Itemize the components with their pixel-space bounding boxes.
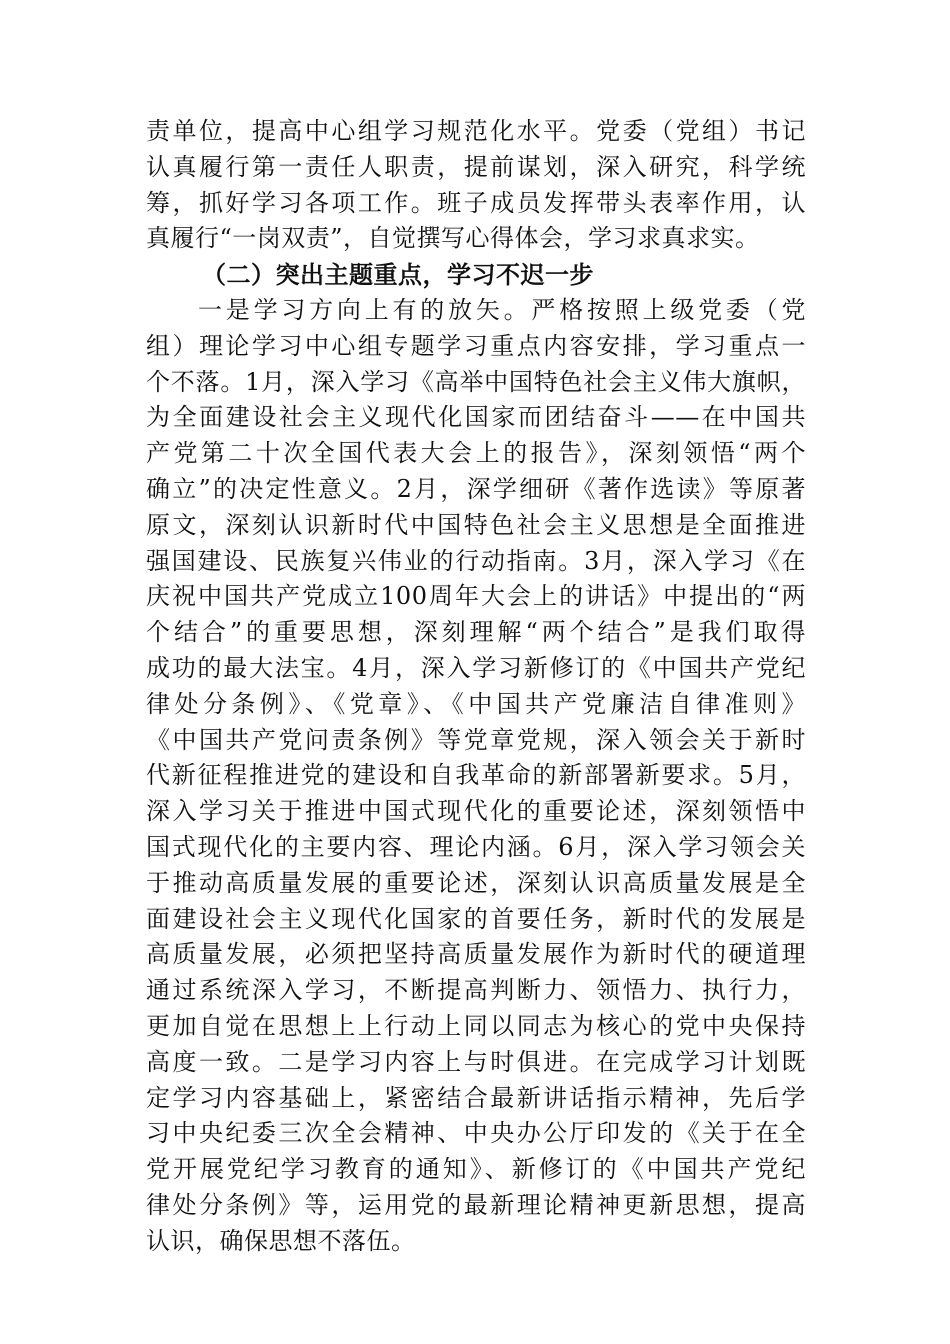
text-line: 庆祝中国共产党成立100周年大会上的讲话》中提出的“两 bbox=[146, 582, 806, 611]
text-line: 真履行“一岗双责”，自觉撰写心得体会，学习求真求实。 bbox=[146, 224, 760, 253]
text-line: 律处分条例》等，运用党的最新理论精神更新思想，提高 bbox=[146, 1190, 806, 1219]
text-line: 组）理论学习中心组专题学习重点内容安排，学习重点一 bbox=[146, 331, 806, 360]
text-line: 原文，深刻认识新时代中国特色社会主义思想是全面推进 bbox=[146, 510, 806, 539]
text-line: 强国建设、民族复兴伟业的行动指南。3月，深入学习《在 bbox=[146, 546, 806, 575]
text-line: 认真履行第一责任人职责，提前谋划，深入研究，科学统 bbox=[146, 152, 806, 181]
section-heading: （二）突出主题重点，学习不迟一步 bbox=[202, 260, 594, 290]
text-line: 更加自觉在思想上上行动上同以同志为核心的党中央保持 bbox=[146, 1011, 806, 1040]
text-line: 筹，抓好学习各项工作。班子成员发挥带头表率作用，认 bbox=[146, 188, 806, 217]
text-line: 产党第二十次全国代表大会上的报告》，深刻领悟“两个 bbox=[146, 439, 806, 468]
text-line: 国式现代化的主要内容、理论内涵。6月，深入学习领会关 bbox=[146, 832, 806, 861]
text-line: 《中国共产党问责条例》等党章党规，深入领会关于新时 bbox=[146, 725, 806, 754]
text-line: 党开展党纪学习教育的通知》、新修订的《中国共产党纪 bbox=[146, 1155, 806, 1184]
text-line: 认识，确保思想不落伍。 bbox=[146, 1226, 416, 1255]
text-line: 代新征程推进党的建设和自我革命的新部署新要求。5月， bbox=[146, 761, 806, 790]
text-line: 个结合”的重要思想，深刻理解“两个结合”是我们取得 bbox=[146, 618, 806, 647]
text-line: 成功的最大法宝。4月，深入学习新修订的《中国共产党纪 bbox=[146, 653, 806, 682]
text-line: 律处分条例》、《党章》、《中国共产党廉洁自律准则》 bbox=[146, 689, 806, 718]
text-line: 定学习内容基础上，紧密结合最新讲话指示精神，先后学 bbox=[146, 1083, 806, 1112]
text-line: 一是学习方向上有的放矢。严格按照上级党委（党 bbox=[198, 295, 806, 324]
body-text bbox=[146, 114, 806, 1260]
text-line: 于推动高质量发展的重要论述，深刻认识高质量发展是全 bbox=[146, 868, 806, 897]
text-line: 通过系统深入学习，不断提高判断力、领悟力、执行力， bbox=[146, 976, 806, 1005]
text-line: 责单位，提高中心组学习规范化水平。党委（党组）书记 bbox=[146, 117, 806, 145]
text-line: 高度一致。二是学习内容上与时俱进。在完成学习计划既 bbox=[146, 1047, 806, 1076]
text-line: 高质量发展，必须把坚持高质量发展作为新时代的硬道理 bbox=[146, 940, 806, 969]
text-line: 习中央纪委三次全会精神、中央办公厅印发的《关于在全 bbox=[146, 1119, 806, 1148]
text-line: 确立”的决定性意义。2月，深学细研《著作选读》等原著 bbox=[146, 474, 806, 503]
text-line: 为全面建设社会主义现代化国家而团结奋斗——在中国共 bbox=[146, 403, 806, 432]
text-line: 面建设社会主义现代化国家的首要任务，新时代的发展是 bbox=[146, 904, 806, 933]
text-line: 个不落。1月，深入学习《高举中国特色社会主义伟大旗帜， bbox=[146, 367, 806, 396]
text-line: 深入学习关于推进中国式现代化的重要论述，深刻领悟中 bbox=[146, 797, 806, 826]
